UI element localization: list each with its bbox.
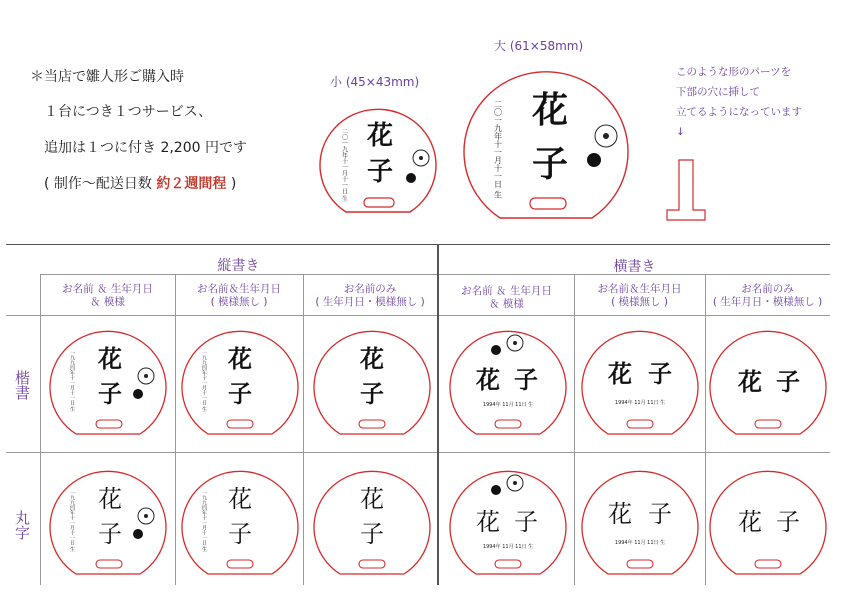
flower-icon-filled xyxy=(133,529,143,539)
fan-maru-vertical-full xyxy=(48,460,168,582)
note-line-2: 下部の穴に挿して xyxy=(676,86,760,98)
column-header xyxy=(175,283,303,309)
cell-char-2: 子 xyxy=(360,379,384,408)
column-header-line: お名前のみ xyxy=(741,283,794,295)
column-header-line: お名前＆生年月日 xyxy=(597,283,682,295)
cell-char-2: 子 xyxy=(776,367,800,396)
column-header-line: お名前＆生年月日 xyxy=(197,283,281,295)
note-line-1: このような形のパーツを xyxy=(676,66,792,78)
fan-kai-horizontal-nopattern xyxy=(580,320,700,442)
row-label-text: 丸字 xyxy=(13,510,31,540)
fan-kai-vertical-nopattern xyxy=(180,320,300,442)
cell-char-1: 花 xyxy=(98,344,122,373)
fan-maru-horizontal-nameonly xyxy=(708,460,828,582)
column-header-line: ＆ 模様 xyxy=(489,298,524,310)
info-line-4-suffix: ) xyxy=(226,176,237,192)
info-line-3: 追加は１つに付き 2,200 円です xyxy=(44,140,247,156)
column-header xyxy=(705,283,830,309)
cell-char-2: 子 xyxy=(648,500,672,528)
cell-char-2: 子 xyxy=(514,365,538,394)
info-line-4-prefix: ( 制作〜配送日数 xyxy=(44,176,157,192)
size-label-small: 小 (45×43mm) xyxy=(330,75,420,89)
cell-char-1: 花 xyxy=(360,344,384,373)
cell-char-2: 子 xyxy=(776,508,800,536)
info-line-1: ＊当店で雛人形ご購入時 xyxy=(30,69,184,85)
cell-date: 一九九四年十一月十一日 生 xyxy=(201,490,207,552)
cell-date: 一九九四年十一月十一日 生 xyxy=(69,350,75,412)
fan-large-date: 二〇一九年十一月十一日 生 xyxy=(493,100,503,199)
row-label-text: 楷書 xyxy=(13,370,31,400)
fan-small-sample xyxy=(316,94,440,220)
fan-small-char-2: 子 xyxy=(366,157,394,187)
column-header xyxy=(303,283,437,309)
fan-maru-vertical-nameonly xyxy=(312,460,432,582)
column-header-line: お名前 ＆ 生年月日 xyxy=(461,285,552,297)
cell-char-1: 花 xyxy=(608,359,632,388)
table-col-divider xyxy=(574,274,575,585)
info-line-4 xyxy=(44,173,236,193)
group-header-horizontal: 横書き xyxy=(613,259,656,275)
flower-icon-filled xyxy=(587,153,601,167)
fan-maru-horizontal-nopattern xyxy=(580,460,700,582)
size-label-large: 大 (61×58mm) xyxy=(494,39,584,53)
fan-kai-horizontal-full xyxy=(448,320,568,442)
fan-large-char-1: 花 xyxy=(531,89,569,131)
column-header-line: ＆ 模様 xyxy=(90,296,125,308)
note-line-3: 立てるようになっています xyxy=(676,106,802,118)
cell-date: 一九九四年十一月十一日 生 xyxy=(69,490,75,552)
table-col-divider xyxy=(303,274,304,585)
cell-char-2: 子 xyxy=(228,520,252,548)
column-header-line: お名前 ＆ 生年月日 xyxy=(62,283,153,295)
fan-small-date: 二〇一九年十一月十一日 生 xyxy=(340,128,348,202)
info-line-2: １台につき１つサービス、 xyxy=(44,104,213,120)
table-col-divider xyxy=(40,274,41,585)
cell-date: 1994年 11月 11日 生 xyxy=(614,400,666,406)
fan-maru-horizontal-full xyxy=(448,460,568,582)
cell-char-2: 子 xyxy=(98,379,122,408)
table-top-border xyxy=(6,244,830,245)
table-header-divider xyxy=(6,315,830,316)
fan-kai-horizontal-nameonly xyxy=(708,320,828,442)
fan-kai-vertical-full xyxy=(48,320,168,442)
cell-char-1: 花 xyxy=(608,500,632,528)
fan-small-char-1: 花 xyxy=(366,121,394,151)
cell-char-1: 花 xyxy=(738,508,762,536)
fan-kai-vertical-nameonly xyxy=(312,320,432,442)
cell-char-1: 花 xyxy=(738,367,762,396)
column-header xyxy=(40,283,175,309)
column-header-line: ( 模様無し ) xyxy=(210,296,268,308)
cell-date: 一九九四年十一月十一日 生 xyxy=(201,350,207,412)
flower-icon-filled xyxy=(491,485,501,495)
cell-char-2: 子 xyxy=(228,379,252,408)
column-header-line: ( 模様無し ) xyxy=(611,296,668,308)
group-header-vertical: 縦書き xyxy=(217,258,260,274)
cell-char-2: 子 xyxy=(648,359,672,388)
table-col-divider xyxy=(175,274,176,585)
note-line-4: ↓ xyxy=(676,126,685,138)
cell-date: 1994年 11月 11日 生 xyxy=(614,540,666,546)
column-header-line: お名前のみ xyxy=(343,283,397,295)
cell-char-2: 子 xyxy=(98,520,122,548)
cell-date: 1994年 11月 11日 生 xyxy=(482,544,534,550)
cell-char-1: 花 xyxy=(228,485,252,513)
table-row-divider xyxy=(6,452,830,453)
column-header-line: ( 生年月日・模様無し ) xyxy=(712,296,823,308)
column-header-line: ( 生年月日・模様無し ) xyxy=(315,296,425,308)
cell-char-1: 花 xyxy=(476,365,500,394)
flower-icon-filled xyxy=(491,345,501,355)
cell-char-2: 子 xyxy=(360,520,384,548)
row-label-maruji xyxy=(10,510,34,540)
row-label-kaisho xyxy=(10,370,34,400)
cell-char-1: 花 xyxy=(476,508,500,536)
flower-icon-filled xyxy=(133,389,143,399)
table-col-divider xyxy=(705,274,706,585)
fan-large-sample xyxy=(460,56,632,226)
cell-date: 1994年 11月 11日 生 xyxy=(482,402,534,408)
column-header xyxy=(574,283,705,309)
cell-char-1: 花 xyxy=(360,485,384,513)
stand-part-illustration xyxy=(663,158,711,228)
flower-icon-filled xyxy=(406,173,416,183)
info-line-4-bold: 約２週間程 xyxy=(156,176,227,192)
fan-large-char-2: 子 xyxy=(531,143,569,185)
fan-maru-vertical-nopattern xyxy=(180,460,300,582)
cell-char-2: 子 xyxy=(514,508,538,536)
column-header xyxy=(439,285,574,311)
cell-char-1: 花 xyxy=(98,485,122,513)
cell-char-1: 花 xyxy=(228,344,252,373)
